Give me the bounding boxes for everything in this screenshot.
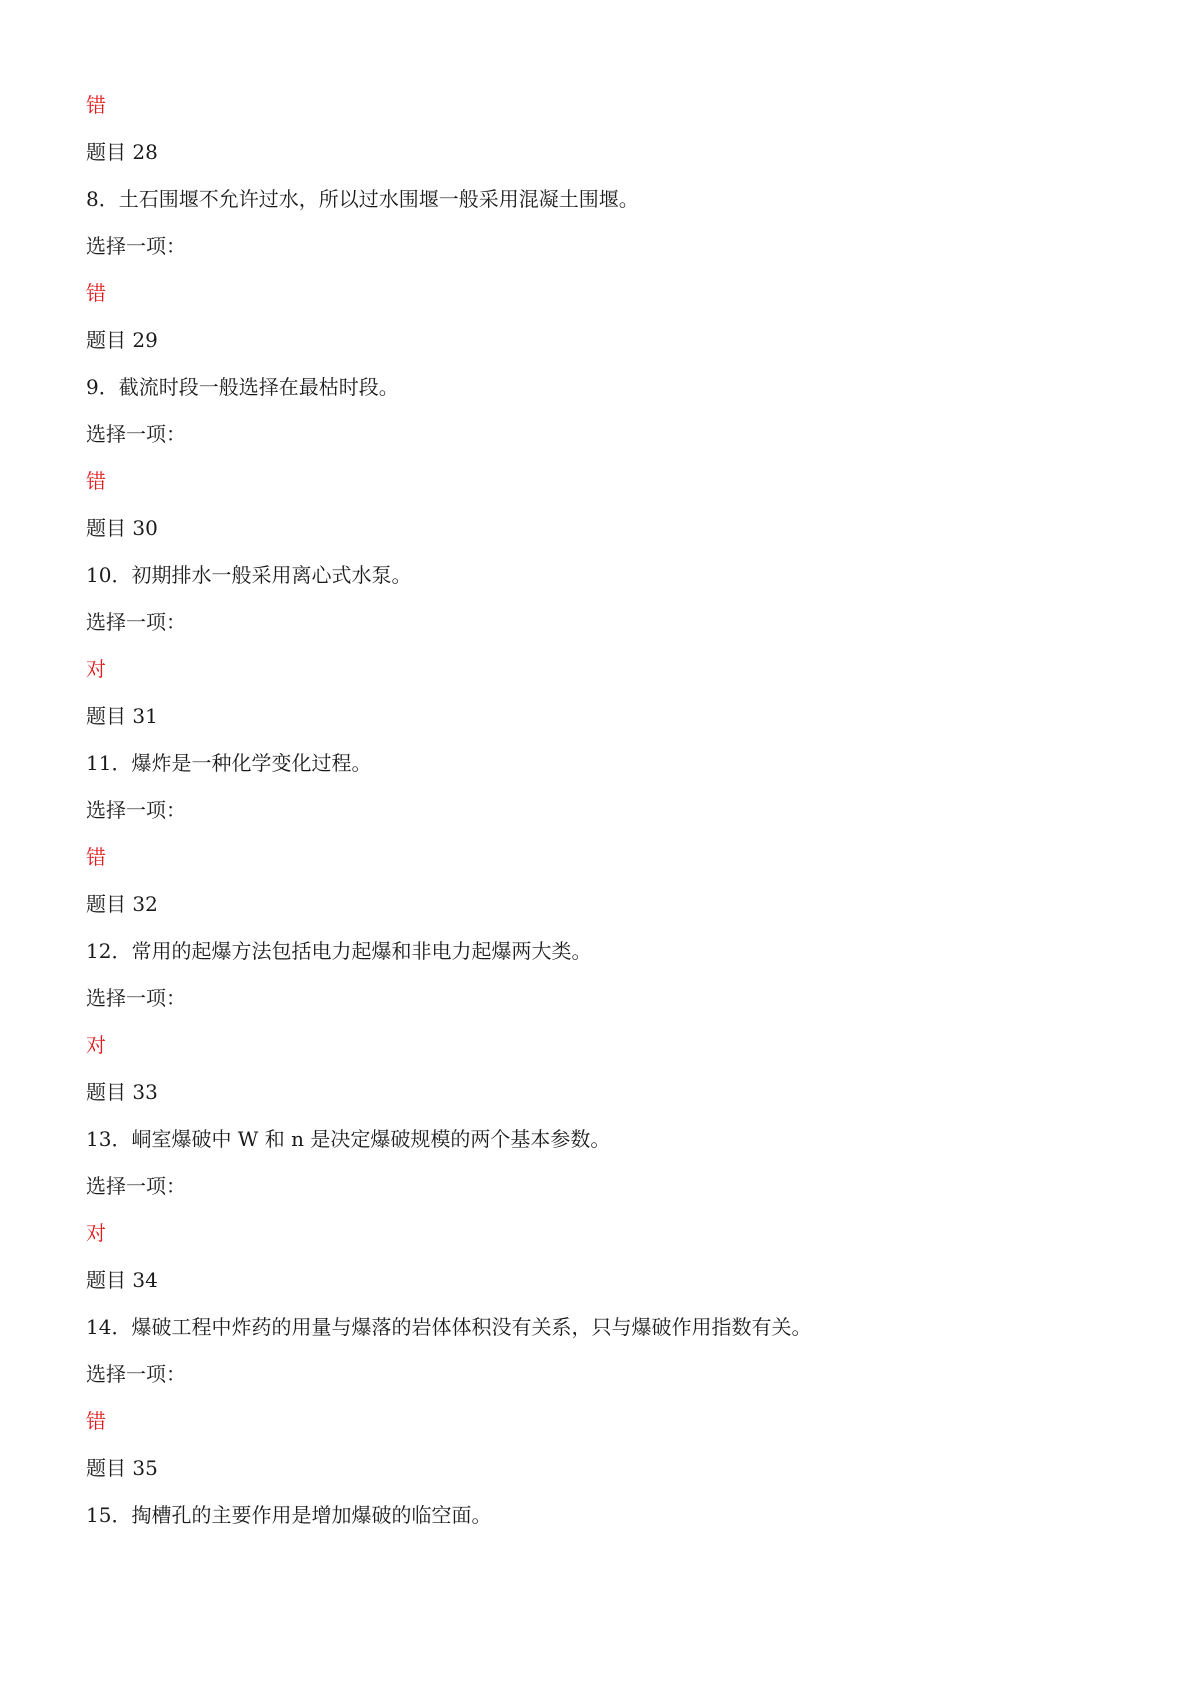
- answer-text: 错: [86, 281, 106, 305]
- question-number-label: 题目 30: [86, 516, 158, 540]
- choice-prompt: 选择一项：: [86, 234, 186, 258]
- question-text: 10．初期排水一般采用离心式水泵。: [86, 563, 412, 587]
- question-number-label: 题目 33: [86, 1080, 158, 1104]
- document-page: [86, 92, 1106, 1549]
- question-number-label: 题目 32: [86, 892, 158, 916]
- answer-text: 对: [86, 1221, 106, 1245]
- question-number-label: 题目 31: [86, 704, 158, 728]
- question-text: 14．爆破工程中炸药的用量与爆落的岩体体积没有关系，只与爆破作用指数有关。: [86, 1315, 812, 1339]
- answer-text: 对: [86, 657, 106, 681]
- choice-prompt: 选择一项：: [86, 986, 186, 1010]
- answer-text: 错: [86, 845, 106, 869]
- choice-prompt: 选择一项：: [86, 610, 186, 634]
- question-number-label: 题目 29: [86, 328, 158, 352]
- answer-text: 错: [86, 1409, 106, 1433]
- choice-prompt: 选择一项：: [86, 798, 186, 822]
- question-text: 9．截流时段一般选择在最枯时段。: [86, 375, 399, 399]
- question-text: 13．峒室爆破中 W 和 n 是决定爆破规模的两个基本参数。: [86, 1127, 611, 1151]
- question-number-label: 题目 35: [86, 1456, 158, 1480]
- answer-text: 错: [86, 93, 106, 117]
- question-text: 11．爆炸是一种化学变化过程。: [86, 751, 372, 775]
- choice-prompt: 选择一项：: [86, 422, 186, 446]
- choice-prompt: 选择一项：: [86, 1174, 186, 1198]
- choice-prompt: 选择一项：: [86, 1362, 186, 1386]
- answer-text: 错: [86, 469, 106, 493]
- answer-text: 对: [86, 1033, 106, 1057]
- question-text: 15．掏槽孔的主要作用是增加爆破的临空面。: [86, 1503, 492, 1527]
- question-text: 8．土石围堰不允许过水，所以过水围堰一般采用混凝土围堰。: [86, 187, 639, 211]
- question-number-label: 题目 34: [86, 1268, 158, 1292]
- question-text: 12．常用的起爆方法包括电力起爆和非电力起爆两大类。: [86, 939, 592, 963]
- question-number-label: 题目 28: [86, 140, 158, 164]
